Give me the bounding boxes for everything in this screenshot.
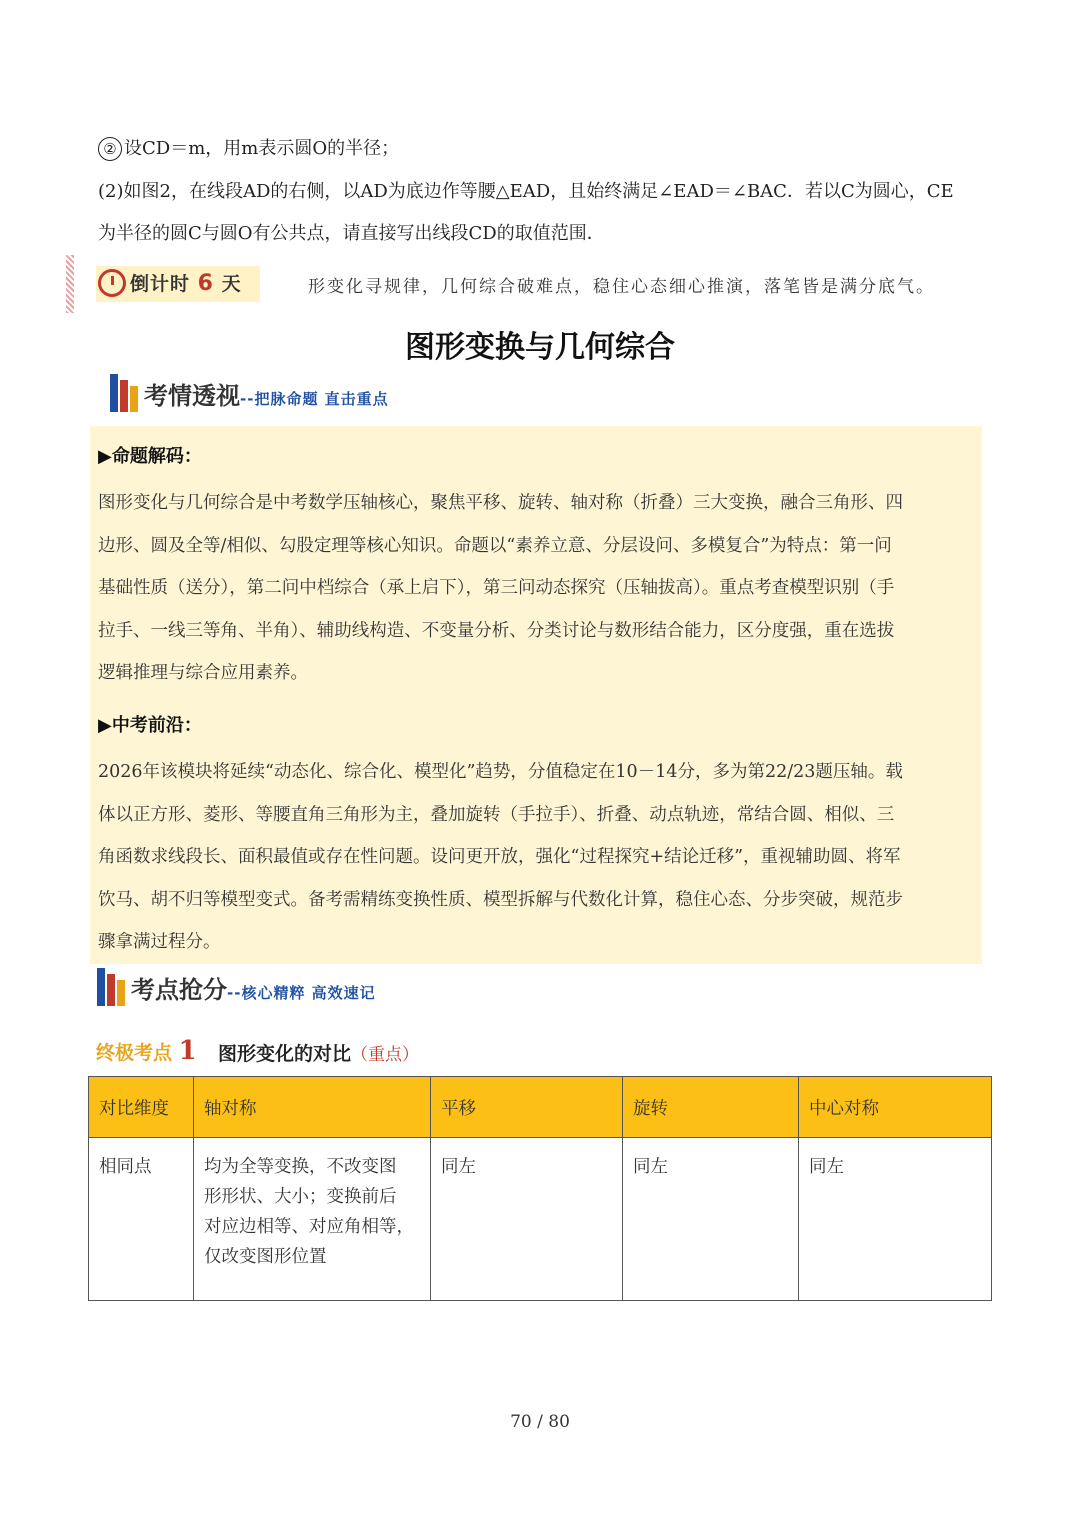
countdown-banner — [96, 266, 260, 302]
paragraph-line: 饮马、胡不归等模型变式。备考需精练变换性质、模型拆解与代数化计算，稳住心态、分步突破，规范步 — [98, 889, 903, 910]
table-cell: 同左 — [623, 1138, 799, 1301]
paragraph-line: 边形、圆及全等/相似、勾股定理等核心知识。命题以“素养立意、分层设问、多模复合”为特点：第一问 — [98, 535, 892, 556]
keypoint-label-text: 终极考点 — [96, 1042, 173, 1064]
side-decoration — [66, 255, 74, 313]
paragraph-line: 角函数求线段长、面积最值或存在性问题。设问更开放，强化“过程探究+结论迁移”，重视辅助圆、将军 — [98, 847, 901, 867]
keypoint-title-text: 图形变化的对比 — [218, 1043, 352, 1065]
paragraph-decoding — [98, 482, 903, 695]
countdown-unit: 天 — [221, 273, 242, 295]
paragraph-line: 逻辑推理与综合应用素养。 — [98, 663, 308, 683]
page-number: 70 / 80 — [510, 1412, 570, 1432]
keypoint-label — [96, 1036, 197, 1066]
paragraph-line: 体以正方形、菱形、等腰直角三角形为主，叠加旋转（手拉手）、折叠、动点轨迹，常结合圆、相似、三 — [98, 804, 895, 825]
section-header-analysis — [110, 372, 510, 416]
comparison-table — [88, 1076, 992, 1301]
table-cell — [194, 1138, 431, 1301]
table-header-row — [89, 1077, 992, 1138]
paragraph-line: 图形变化与几何综合是中考数学压轴核心，聚焦平移、旋转、轴对称（折叠）三大变换，融合三角形、四 — [98, 493, 903, 513]
section-subtitle: --核心精粹 高效速记 — [227, 984, 376, 1002]
table-header-cell: 中心对称 — [799, 1077, 992, 1138]
books-icon — [110, 372, 144, 412]
question-part-2 — [98, 134, 399, 164]
table-header-cell: 旋转 — [623, 1077, 799, 1138]
countdown-number: 6 — [197, 271, 214, 296]
table-header-cell: 轴对称 — [194, 1077, 431, 1138]
paragraph-line: 2026年该模块将延续“动态化、综合化、模型化”趋势，分值稳定在10－14分，多为第22/23题压轴。载 — [98, 762, 903, 782]
keypoint-title — [218, 1039, 419, 1066]
paragraph-frontier — [98, 751, 903, 964]
cell-line: 均为全等变换，不改变图 — [204, 1157, 397, 1177]
table-cell: 相同点 — [89, 1138, 194, 1301]
books-icon — [97, 966, 131, 1006]
section-header-points — [97, 966, 497, 1010]
keypoint-number: 1 — [178, 1036, 197, 1066]
paragraph-line: 基础性质（送分），第二问中档综合（承上启下），第三问动态探究（压轴拔高）。重点考查模型识别（手 — [98, 578, 895, 598]
cell-line: 形形状、大小；变换前后 — [204, 1187, 397, 1207]
table-cell: 同左 — [431, 1138, 623, 1301]
label-frontier: ▶中考前沿： — [98, 715, 202, 736]
table-row — [89, 1138, 992, 1301]
section-title: 考点抢分 — [131, 976, 227, 1004]
keypoint-tag: （重点） — [351, 1045, 420, 1065]
countdown-motto: 形变化寻规律，几何综合破难点，稳住心态细心推演，落笔皆是满分底气。 — [308, 277, 935, 297]
table-header-cell: 平移 — [431, 1077, 623, 1138]
table-cell: 同左 — [799, 1138, 992, 1301]
table-header-cell: 对比维度 — [89, 1077, 194, 1138]
problem-line-1: (2)如图2，在线段AD的右侧，以AD为底边作等腰△EAD，且始终满足∠EAD＝∠BAC．若以C为圆心，CE — [98, 181, 954, 202]
cell-line: 仅改变图形位置 — [204, 1247, 327, 1267]
section-title: 考情透视 — [144, 382, 240, 410]
section-subtitle: --把脉命题 直击重点 — [240, 390, 389, 408]
paragraph-line: 骤拿满过程分。 — [98, 932, 221, 952]
paragraph-line: 拉手、一线三等角、半角）、辅助线构造、不变量分析、分类讨论与数形结合能力，区分度强，重在选拔 — [98, 620, 895, 641]
clock-icon — [98, 269, 126, 297]
cell-line: 对应边相等、对应角相等， — [204, 1217, 414, 1237]
countdown-label: 倒计时 — [130, 273, 191, 295]
problem-line-2: 为半径的圆C与圆O有公共点，请直接写出线段CD的取值范围． — [98, 223, 605, 244]
label-decoding: ▶命题解码： — [98, 446, 202, 467]
question-text: 设CD＝m，用m表示圆O的半径； — [124, 138, 400, 159]
page-title: 图形变换与几何综合 — [405, 330, 675, 365]
circled-number: ② — [98, 137, 122, 161]
